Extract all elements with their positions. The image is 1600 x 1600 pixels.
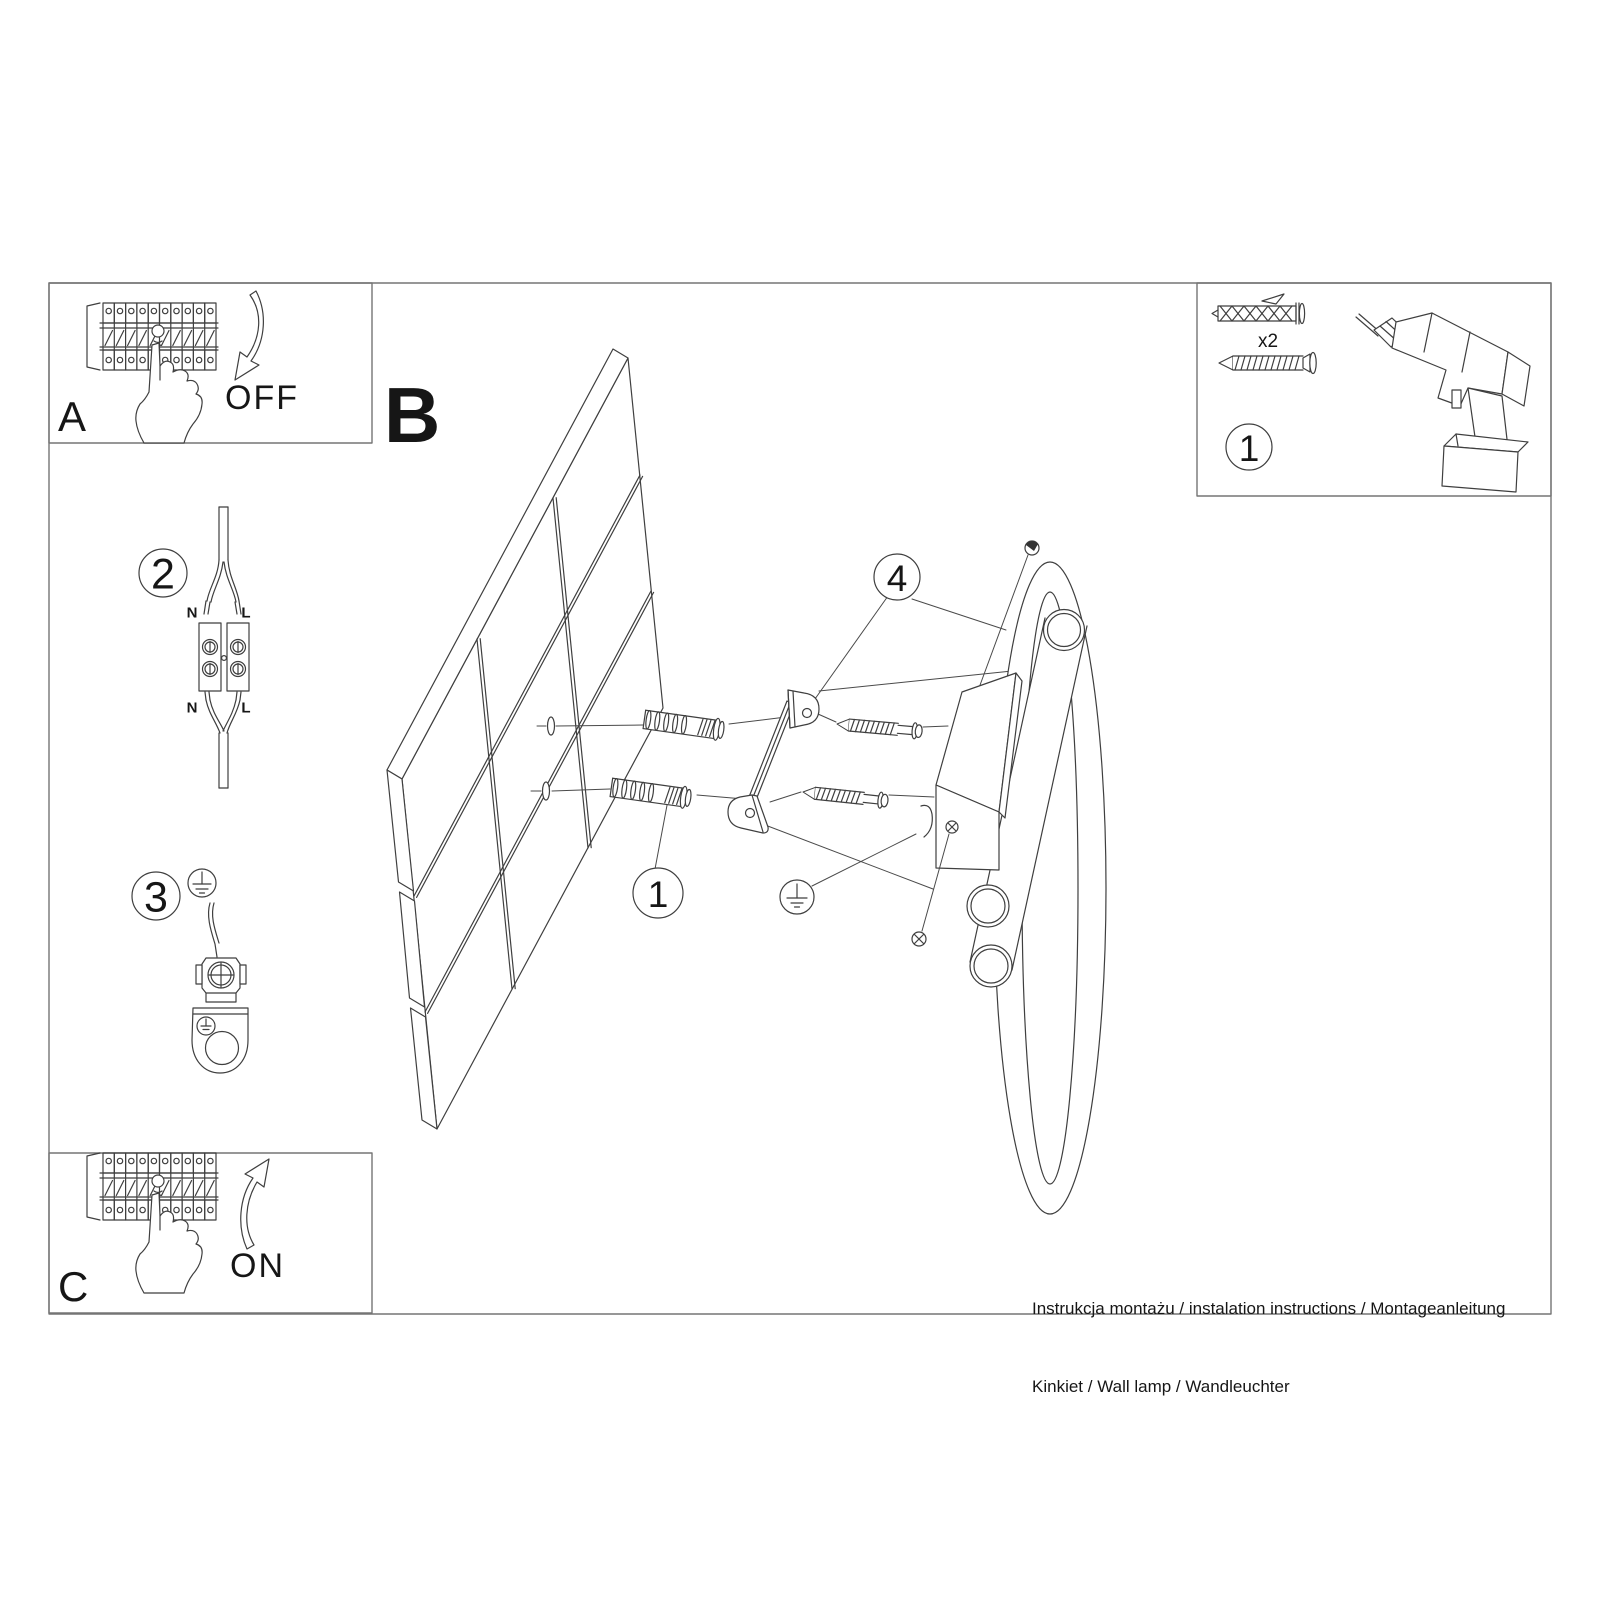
terminal-n-top: N bbox=[186, 604, 198, 622]
earth-symbol-icon bbox=[780, 880, 814, 914]
tube-end-mid bbox=[967, 885, 1009, 927]
footer-line-2: Kinkiet / Wall lamp / Wandleuchter bbox=[1032, 1377, 1290, 1396]
toolbox-illustration bbox=[1212, 294, 1530, 492]
wall-plug-1 bbox=[643, 708, 725, 741]
tube-end-top bbox=[1044, 610, 1085, 651]
callout-4-leader-b bbox=[912, 599, 1006, 630]
terminal-l-top: L bbox=[241, 604, 251, 622]
callout-1-leader bbox=[655, 800, 668, 869]
ground-wire bbox=[209, 903, 219, 957]
section-b-label: B bbox=[384, 371, 441, 459]
screw-2 bbox=[802, 784, 889, 809]
wall-plug-2 bbox=[610, 776, 692, 809]
terminal-n-bottom: N bbox=[186, 699, 198, 717]
ground-clamp-icon bbox=[196, 958, 246, 1002]
earth-leader bbox=[812, 834, 916, 886]
ring-behind-box-edge bbox=[921, 805, 932, 837]
panel-a-illustration bbox=[87, 291, 263, 443]
screw-1 bbox=[836, 716, 922, 739]
panel-a-state: OFF bbox=[225, 379, 299, 417]
ring-lamp-icon bbox=[967, 562, 1106, 1214]
callout-4-leader-a bbox=[810, 596, 888, 706]
bottom-fixing-screw bbox=[912, 932, 926, 946]
mounting-bracket-icon bbox=[728, 690, 819, 833]
panel-c-box bbox=[49, 1153, 372, 1313]
panel-c-label: C bbox=[58, 1263, 89, 1310]
top-fixing-screw bbox=[1025, 541, 1039, 555]
step-wiring-illustration bbox=[139, 507, 249, 788]
tube-end-bottom bbox=[970, 945, 1012, 987]
power-cable-icon bbox=[204, 507, 241, 614]
terminal-l-bottom: L bbox=[241, 699, 251, 717]
callout-4-number: 4 bbox=[886, 558, 908, 599]
footer-text bbox=[1032, 1244, 1505, 1426]
terminal-block-icon bbox=[199, 623, 249, 691]
wall-anchor-icon bbox=[1212, 294, 1305, 324]
toolbox-step-number: 1 bbox=[1238, 428, 1260, 469]
power-cable-bottom bbox=[205, 692, 241, 788]
bracket-box-line-bottom bbox=[752, 820, 933, 889]
step-3-number: 3 bbox=[144, 873, 168, 922]
arrow-up-icon bbox=[241, 1159, 269, 1249]
ground-lug-icon bbox=[192, 1008, 248, 1073]
earth-symbol-icon bbox=[188, 869, 216, 897]
tiled-wall-icon bbox=[387, 349, 663, 1129]
anchor-quantity: x2 bbox=[1258, 331, 1279, 352]
sheet-frame bbox=[49, 283, 1551, 1314]
panel-c-state: ON bbox=[230, 1247, 285, 1285]
box-screw bbox=[946, 821, 958, 833]
callout-1-number: 1 bbox=[647, 874, 669, 915]
drill-icon bbox=[1356, 313, 1530, 492]
step-2-number: 2 bbox=[151, 550, 175, 599]
arrow-down-icon bbox=[235, 291, 263, 380]
mounting-screw-icon bbox=[1219, 353, 1316, 374]
drill-battery bbox=[1442, 446, 1518, 492]
panel-a-label: A bbox=[58, 393, 87, 440]
footer-line-1: Instrukcja montażu / instalation instructions / Montageanleitung bbox=[1032, 1299, 1506, 1318]
